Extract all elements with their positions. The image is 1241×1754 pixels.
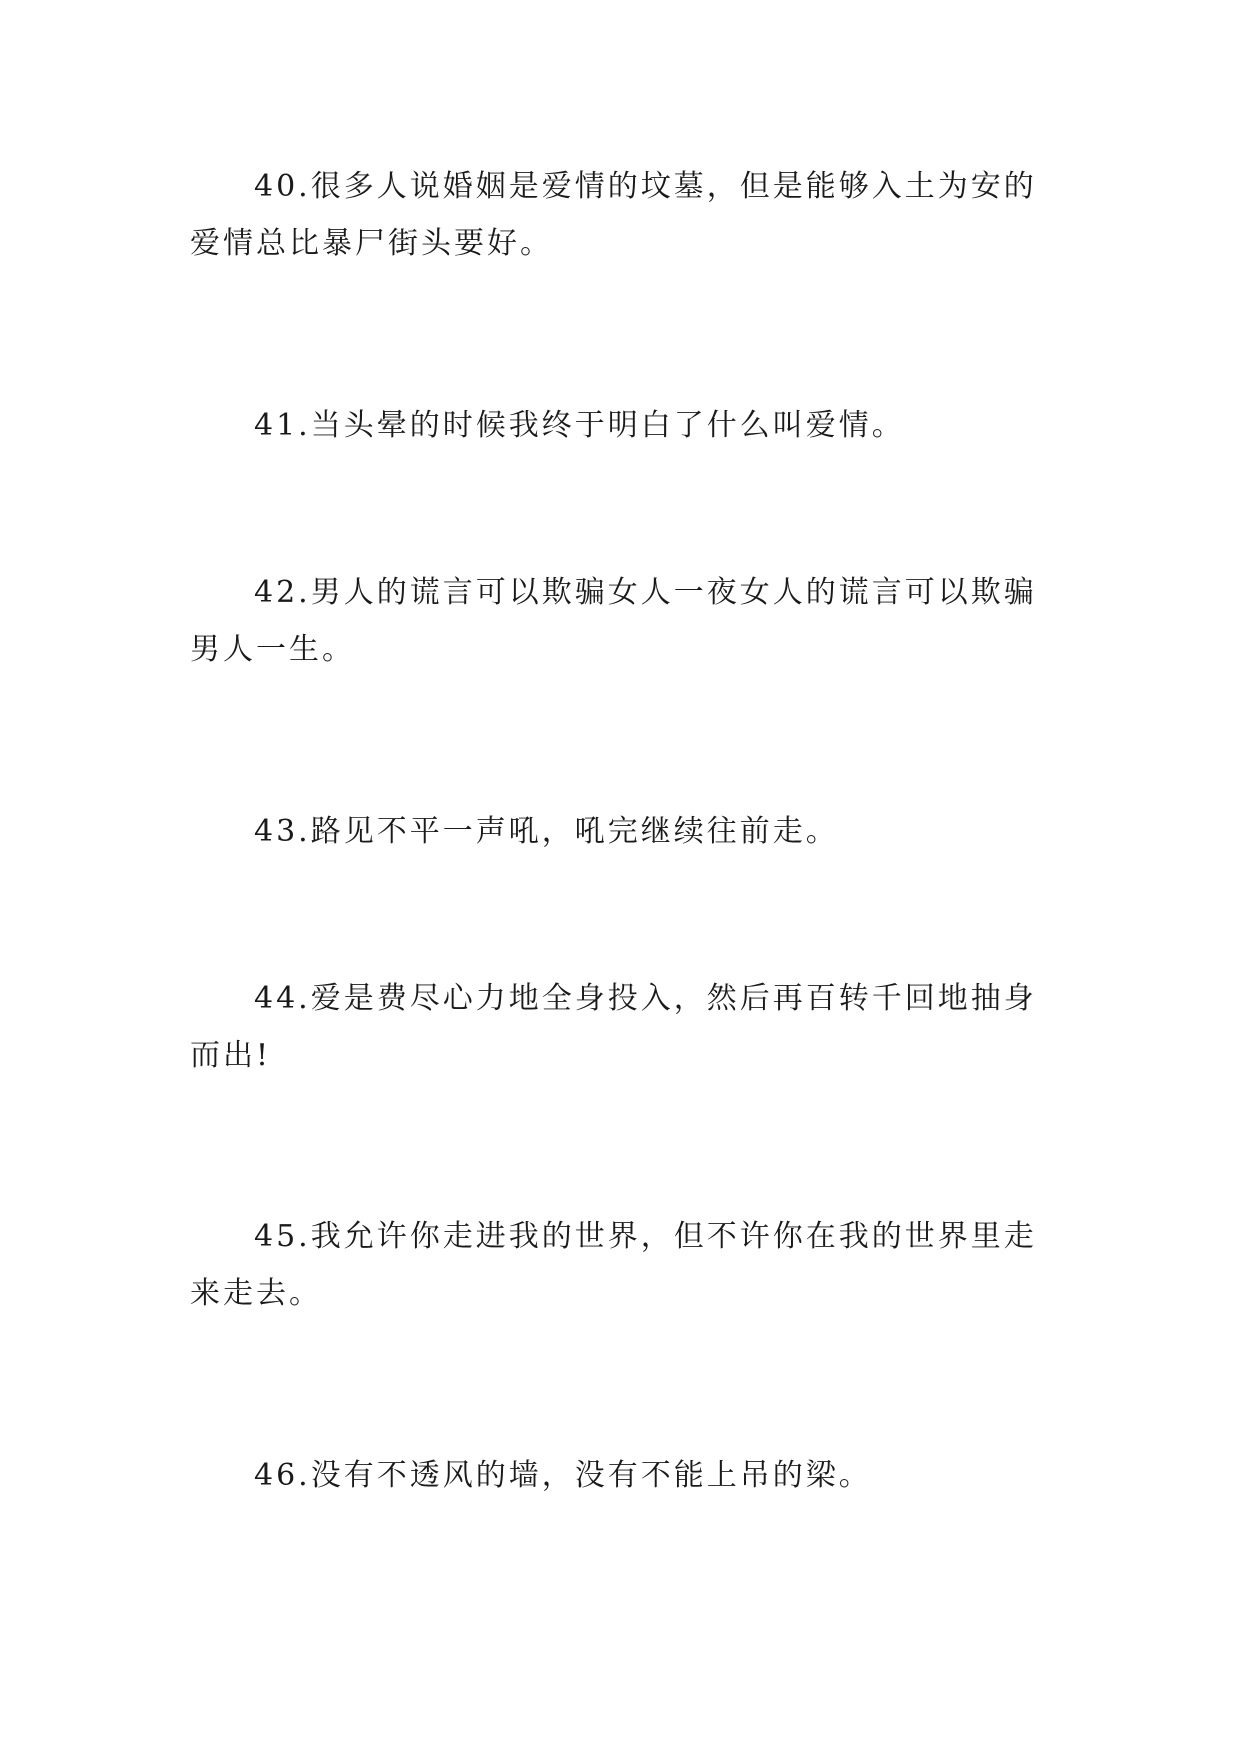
paragraph-41: 41.当头晕的时候我终于明白了什么叫爱情。 (254, 408, 905, 443)
paragraph-45: 45.我允许你走进我的世界，但不许你在我的世界里走来走去。 (190, 1219, 1037, 1311)
paragraph-42: 42.男人的谎言可以欺骗女人一夜女人的谎言可以欺骗男人一生。 (190, 575, 1037, 667)
paragraph-44: 44.爱是费尽心力地全身投入，然后再百转千回地抽身而出! (190, 981, 1037, 1073)
paragraph-43: 43.路见不平一声吼，吼完继续往前走。 (254, 814, 839, 849)
paragraph-40: 40.很多人说婚姻是爱情的坟墓，但是能够入土为安的爱情总比暴尸街头要好。 (190, 169, 1037, 261)
paragraph-46: 46.没有不透风的墙，没有不能上吊的梁。 (254, 1458, 872, 1493)
